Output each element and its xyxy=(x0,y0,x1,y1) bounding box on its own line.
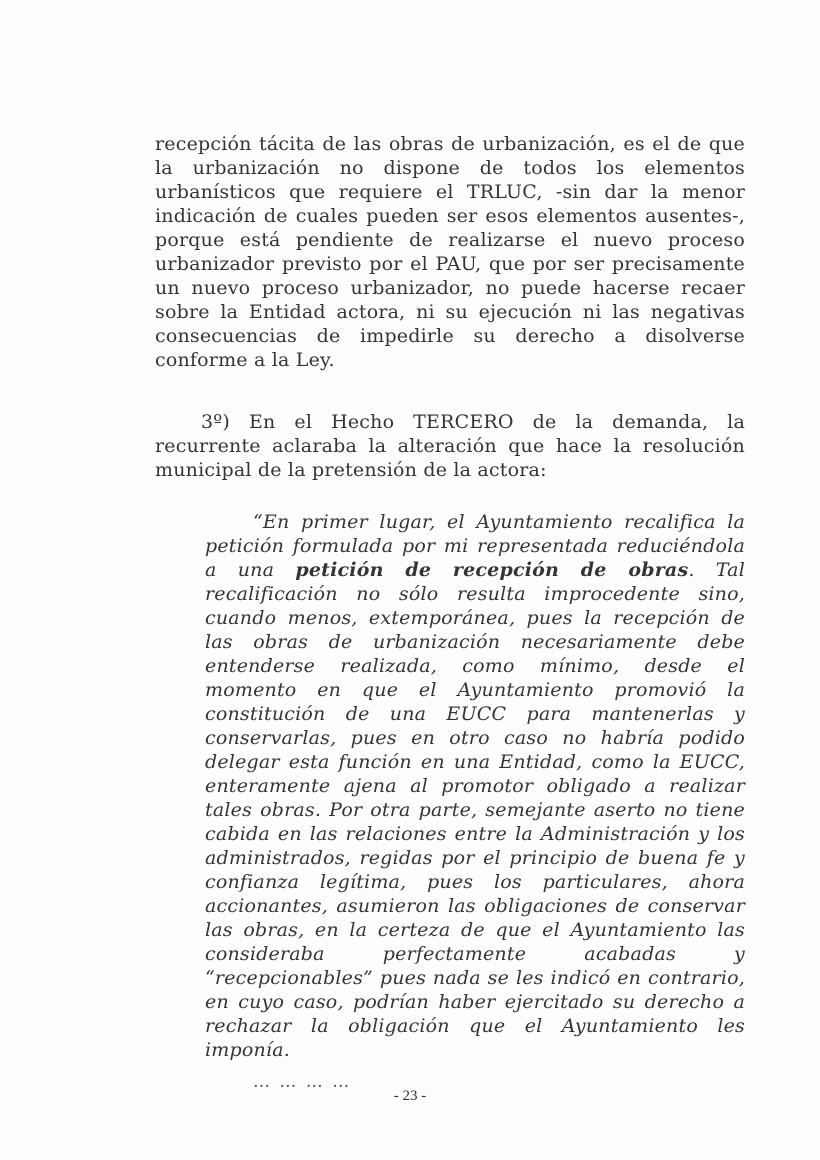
ellipsis-separator: … … … … xyxy=(253,1072,352,1092)
body-paragraph-2: 3º) En el Hecho TERCERO de la demanda, la recurrente aclaraba la alteración que hace la resolución municipal de la pretensión de la actora: xyxy=(155,411,745,481)
body-paragraph-1: recepción tácita de las obras de urbanización, es el de que la urbanización no dispone de todos los elementos urbanísticos que requiere el TRLUC, -sin dar la menor indicación de cuales pueden ser esos elementos ausentes-, porque está pendiente de realizarse el nuevo proceso urbanizador previsto por el PAU, que por ser precisamente un nuevo proceso urbanizador, no puede hacerse recaer sobre la Entidad actora, ni su ejecución ni las negativas consecuencias de impedirle su derecho a disolverse conforme a la Ley. xyxy=(155,133,745,371)
quote-lead-text: “En primer lugar, el Ayuntamiento recalifica la petición formulada por mi representada reduciéndola a una xyxy=(205,511,745,581)
document-body xyxy=(155,132,745,1094)
quote-bold-text: petición de recepción de obras xyxy=(295,559,689,581)
blockquote-paragraph xyxy=(205,510,745,1062)
quote-rest-text: . Tal recalificación no sólo resulta improcedente sino, cuando menos, extemporánea, pues la recepción de las obras de urbanización necesariamente debe entenderse realizada, como mínimo, desde el momento en que el Ayuntamiento promovió la constitución de una EUCC para mantenerlas y conservarlas, pues en otro caso no habría podido delegar esta función en una Entidad, como la EUCC, enteramente ajena al promotor obligado a realizar tales obras. Por otra parte, semejante aserto no tiene cabida en las relaciones entre la Administración y los administrados, regidas por el principio de buena fe y confianza legítima, pues los particulares, ahora accionantes, asumieron las obligaciones de conservar las obras, en la certeza de que el Ayuntamiento las consideraba perfectamente acabadas y “recepcionables” pues nada se les indicó en contrario, en cuyo caso, podrían haber ejercitado su derecho a rechazar la obligación que el Ayuntamiento les imponía. xyxy=(205,559,745,1061)
page-number: - 23 - xyxy=(393,1088,427,1104)
